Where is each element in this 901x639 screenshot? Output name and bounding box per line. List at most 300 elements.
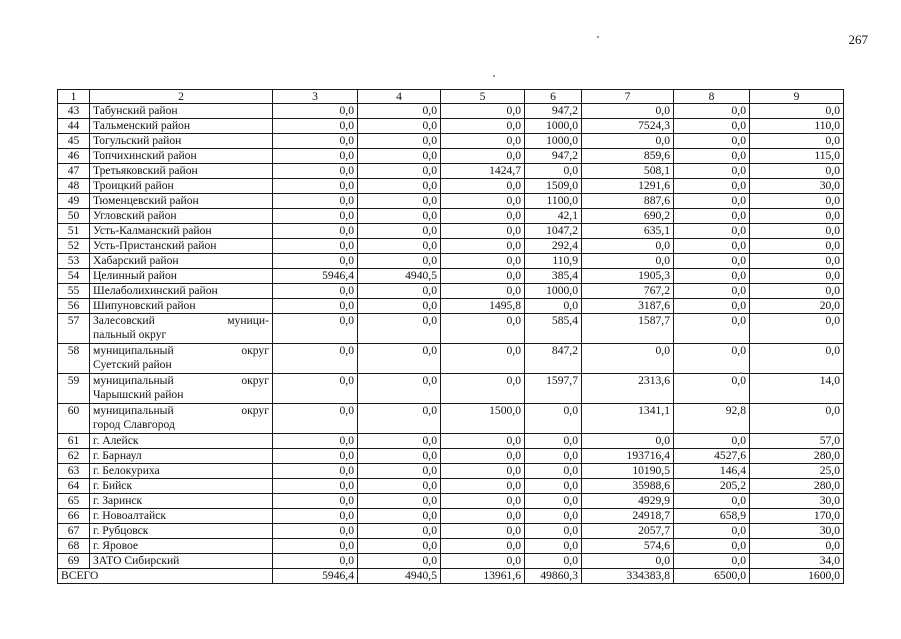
district-name-part: округ: [241, 374, 269, 387]
value-cell: 0,0: [441, 509, 525, 524]
district-name: г. Барнаул: [90, 449, 273, 464]
value-cell: 0,0: [273, 104, 358, 119]
value-cell: 110,9: [525, 254, 582, 269]
value-cell: 57,0: [750, 434, 844, 449]
table-row: [58, 554, 844, 569]
value-cell: 0,0: [525, 299, 582, 314]
value-cell: 0,0: [441, 314, 525, 344]
table-row: [58, 284, 844, 299]
row-number: 55: [58, 284, 90, 299]
value-cell: 0,0: [674, 239, 750, 254]
value-cell: 30,0: [750, 494, 844, 509]
row-number: 43: [58, 104, 90, 119]
value-cell: 0,0: [358, 254, 441, 269]
value-cell: 0,0: [674, 224, 750, 239]
value-cell: 1291,6: [582, 179, 674, 194]
table-row: [58, 269, 844, 284]
value-cell: 635,1: [582, 224, 674, 239]
total-value: 4940,5: [358, 569, 441, 584]
row-number: 64: [58, 479, 90, 494]
value-cell: 0,0: [441, 194, 525, 209]
value-cell: 0,0: [273, 479, 358, 494]
row-number: 62: [58, 449, 90, 464]
total-row: [58, 569, 844, 584]
table-row: [58, 539, 844, 554]
district-name: г. Новоалтайск: [90, 509, 273, 524]
table-row: [58, 374, 844, 404]
value-cell: 0,0: [358, 494, 441, 509]
value-cell: 0,0: [582, 344, 674, 374]
value-cell: 0,0: [358, 434, 441, 449]
value-cell: 767,2: [582, 284, 674, 299]
table-row: [58, 134, 844, 149]
value-cell: 0,0: [358, 404, 441, 434]
total-value: 6500,0: [674, 569, 750, 584]
value-cell: 0,0: [674, 299, 750, 314]
column-number: 1: [58, 90, 90, 104]
value-cell: 0,0: [358, 104, 441, 119]
value-cell: 0,0: [674, 554, 750, 569]
table-row: [58, 344, 844, 374]
value-cell: 0,0: [582, 134, 674, 149]
value-cell: 0,0: [441, 254, 525, 269]
row-number: 58: [58, 344, 90, 374]
value-cell: 0,0: [582, 239, 674, 254]
value-cell: 0,0: [674, 344, 750, 374]
table-row: [58, 299, 844, 314]
value-cell: 0,0: [273, 134, 358, 149]
value-cell: 1587,7: [582, 314, 674, 344]
table-row: [58, 149, 844, 164]
value-cell: 110,0: [750, 119, 844, 134]
value-cell: 35988,6: [582, 479, 674, 494]
value-cell: 0,0: [674, 164, 750, 179]
value-cell: 92,8: [674, 404, 750, 434]
value-cell: 292,4: [525, 239, 582, 254]
value-cell: 0,0: [750, 254, 844, 269]
value-cell: 0,0: [441, 449, 525, 464]
total-value: 13961,6: [441, 569, 525, 584]
value-cell: 1047,2: [525, 224, 582, 239]
district-name: Троицкий район: [90, 179, 273, 194]
district-name: Усть-Калманский район: [90, 224, 273, 239]
value-cell: 0,0: [358, 464, 441, 479]
district-name: г. Рубцовск: [90, 524, 273, 539]
value-cell: 0,0: [582, 554, 674, 569]
value-cell: 0,0: [273, 539, 358, 554]
value-cell: 0,0: [358, 344, 441, 374]
value-cell: 0,0: [441, 284, 525, 299]
value-cell: 0,0: [273, 404, 358, 434]
value-cell: 0,0: [273, 434, 358, 449]
value-cell: 1495,8: [441, 299, 525, 314]
value-cell: 205,2: [674, 479, 750, 494]
value-cell: 0,0: [674, 494, 750, 509]
value-cell: 0,0: [358, 479, 441, 494]
district-name: Шелаболихинский район: [90, 284, 273, 299]
value-cell: 193716,4: [582, 449, 674, 464]
value-cell: 508,1: [582, 164, 674, 179]
value-cell: 14,0: [750, 374, 844, 404]
value-cell: 0,0: [582, 434, 674, 449]
value-cell: 0,0: [358, 149, 441, 164]
value-cell: 0,0: [441, 374, 525, 404]
row-number: 67: [58, 524, 90, 539]
table-row: [58, 119, 844, 134]
district-name-line2: Суетский район: [93, 358, 172, 371]
row-number: 66: [58, 509, 90, 524]
value-cell: 0,0: [674, 254, 750, 269]
value-cell: 0,0: [273, 224, 358, 239]
table-row: [58, 164, 844, 179]
column-number: 6: [525, 90, 582, 104]
value-cell: 0,0: [441, 104, 525, 119]
value-cell: 0,0: [441, 209, 525, 224]
value-cell: 0,0: [441, 149, 525, 164]
value-cell: 0,0: [358, 299, 441, 314]
value-cell: 3187,6: [582, 299, 674, 314]
value-cell: 0,0: [273, 299, 358, 314]
value-cell: 0,0: [674, 374, 750, 404]
district-name-line1: [93, 344, 269, 358]
value-cell: 0,0: [358, 449, 441, 464]
value-cell: 0,0: [750, 404, 844, 434]
value-cell: 0,0: [441, 539, 525, 554]
district-name-line1: [93, 314, 269, 328]
value-cell: 280,0: [750, 449, 844, 464]
value-cell: 30,0: [750, 524, 844, 539]
value-cell: 847,2: [525, 344, 582, 374]
district-name: ЗАТО Сибирский: [90, 554, 273, 569]
value-cell: 0,0: [674, 119, 750, 134]
table-row: [58, 254, 844, 269]
value-cell: 0,0: [273, 179, 358, 194]
district-name: г. Белокуриха: [90, 464, 273, 479]
district-name-line2: город Славгород: [93, 418, 175, 431]
district-name: Шипуновский район: [90, 299, 273, 314]
value-cell: 25,0: [750, 464, 844, 479]
value-cell: 1500,0: [441, 404, 525, 434]
value-cell: 1509,0: [525, 179, 582, 194]
value-cell: 4929,9: [582, 494, 674, 509]
table-row: [58, 509, 844, 524]
value-cell: 0,0: [358, 314, 441, 344]
column-number: 4: [358, 90, 441, 104]
row-number: 50: [58, 209, 90, 224]
column-number: 3: [273, 90, 358, 104]
value-cell: 0,0: [441, 119, 525, 134]
value-cell: 947,2: [525, 104, 582, 119]
row-number: 53: [58, 254, 90, 269]
table-row: [58, 314, 844, 344]
value-cell: 42,1: [525, 209, 582, 224]
value-cell: 4940,5: [358, 269, 441, 284]
value-cell: 1000,0: [525, 119, 582, 134]
value-cell: 280,0: [750, 479, 844, 494]
value-cell: 0,0: [273, 209, 358, 224]
value-cell: 1424,7: [441, 164, 525, 179]
value-cell: 0,0: [273, 254, 358, 269]
district-name: [90, 344, 273, 374]
district-name-line2: пальный округ: [93, 328, 167, 341]
value-cell: 0,0: [358, 239, 441, 254]
district-name-line2: Чарышский район: [93, 388, 184, 401]
value-cell: 0,0: [674, 104, 750, 119]
value-cell: 0,0: [525, 464, 582, 479]
value-cell: 0,0: [441, 269, 525, 284]
value-cell: 0,0: [750, 164, 844, 179]
value-cell: 1597,7: [525, 374, 582, 404]
district-name: Целинный район: [90, 269, 273, 284]
row-number: 69: [58, 554, 90, 569]
value-cell: 0,0: [273, 509, 358, 524]
district-name: Топчихинский район: [90, 149, 273, 164]
district-name-line1: [93, 374, 269, 388]
scan-speck: [597, 36, 599, 38]
row-number: 57: [58, 314, 90, 344]
row-number: 56: [58, 299, 90, 314]
value-cell: 0,0: [525, 434, 582, 449]
table-row: [58, 524, 844, 539]
value-cell: 0,0: [273, 494, 358, 509]
value-cell: 0,0: [525, 449, 582, 464]
value-cell: 146,4: [674, 464, 750, 479]
value-cell: 0,0: [273, 374, 358, 404]
value-cell: 0,0: [441, 464, 525, 479]
value-cell: 0,0: [674, 434, 750, 449]
value-cell: 0,0: [674, 269, 750, 284]
row-number: 48: [58, 179, 90, 194]
district-name: г. Заринск: [90, 494, 273, 509]
value-cell: 0,0: [273, 149, 358, 164]
value-cell: 1000,0: [525, 134, 582, 149]
district-name-part: муниципальный: [93, 404, 174, 417]
value-cell: 658,9: [674, 509, 750, 524]
row-number: 63: [58, 464, 90, 479]
value-cell: 0,0: [750, 269, 844, 284]
value-cell: 0,0: [525, 494, 582, 509]
value-cell: 574,6: [582, 539, 674, 554]
value-cell: 1100,0: [525, 194, 582, 209]
row-number: 54: [58, 269, 90, 284]
column-number-row: [58, 90, 844, 104]
row-number: 68: [58, 539, 90, 554]
page-number: 267: [848, 32, 868, 47]
district-name: [90, 314, 273, 344]
table-row: [58, 104, 844, 119]
value-cell: 170,0: [750, 509, 844, 524]
scan-speck: [740, 372, 742, 374]
value-cell: 887,6: [582, 194, 674, 209]
table-row: [58, 464, 844, 479]
district-name: [90, 374, 273, 404]
value-cell: 0,0: [582, 104, 674, 119]
district-name: Угловский район: [90, 209, 273, 224]
value-cell: 0,0: [358, 539, 441, 554]
scan-speck: [493, 75, 495, 77]
budget-table: [57, 89, 844, 584]
district-name-part: округ: [241, 404, 269, 417]
value-cell: 0,0: [358, 224, 441, 239]
value-cell: 0,0: [674, 134, 750, 149]
value-cell: 0,0: [674, 149, 750, 164]
district-name-line1: [93, 404, 269, 418]
row-number: 52: [58, 239, 90, 254]
total-value: 334383,8: [582, 569, 674, 584]
value-cell: 0,0: [674, 179, 750, 194]
value-cell: 0,0: [674, 209, 750, 224]
value-cell: 0,0: [750, 224, 844, 239]
value-cell: 0,0: [441, 434, 525, 449]
district-name: Тогульский район: [90, 134, 273, 149]
value-cell: 0,0: [358, 509, 441, 524]
value-cell: 0,0: [441, 479, 525, 494]
value-cell: 0,0: [750, 194, 844, 209]
value-cell: 20,0: [750, 299, 844, 314]
value-cell: 0,0: [358, 554, 441, 569]
value-cell: 0,0: [441, 239, 525, 254]
district-name-part: округ: [241, 344, 269, 357]
value-cell: 0,0: [273, 164, 358, 179]
district-name: Тальменский район: [90, 119, 273, 134]
value-cell: 0,0: [674, 524, 750, 539]
value-cell: 0,0: [750, 284, 844, 299]
value-cell: 0,0: [273, 449, 358, 464]
row-number: 47: [58, 164, 90, 179]
value-cell: 0,0: [358, 134, 441, 149]
value-cell: 0,0: [441, 554, 525, 569]
value-cell: 0,0: [441, 494, 525, 509]
value-cell: 0,0: [358, 209, 441, 224]
district-name: Третьяковский район: [90, 164, 273, 179]
district-name: Хабарский район: [90, 254, 273, 269]
value-cell: 0,0: [525, 164, 582, 179]
value-cell: 690,2: [582, 209, 674, 224]
value-cell: 0,0: [750, 104, 844, 119]
value-cell: 0,0: [525, 479, 582, 494]
value-cell: 24918,7: [582, 509, 674, 524]
value-cell: 1905,3: [582, 269, 674, 284]
row-number: 51: [58, 224, 90, 239]
value-cell: 0,0: [674, 314, 750, 344]
value-cell: 0,0: [441, 179, 525, 194]
value-cell: 0,0: [525, 554, 582, 569]
value-cell: 0,0: [273, 119, 358, 134]
value-cell: 0,0: [441, 524, 525, 539]
column-number: 7: [582, 90, 674, 104]
value-cell: 0,0: [525, 509, 582, 524]
value-cell: 0,0: [273, 194, 358, 209]
value-cell: 0,0: [358, 164, 441, 179]
district-name-part: муниципальный: [93, 374, 174, 387]
value-cell: 0,0: [358, 119, 441, 134]
value-cell: 0,0: [750, 239, 844, 254]
district-name: Тюменцевский район: [90, 194, 273, 209]
value-cell: 0,0: [674, 194, 750, 209]
value-cell: 0,0: [750, 344, 844, 374]
district-name: г. Бийск: [90, 479, 273, 494]
total-value: 5946,4: [273, 569, 358, 584]
value-cell: 0,0: [273, 464, 358, 479]
table-row: [58, 239, 844, 254]
district-name: г. Яровое: [90, 539, 273, 554]
value-cell: 859,6: [582, 149, 674, 164]
value-cell: 0,0: [750, 539, 844, 554]
value-cell: 0,0: [273, 239, 358, 254]
row-number: 65: [58, 494, 90, 509]
value-cell: 0,0: [441, 134, 525, 149]
value-cell: 585,4: [525, 314, 582, 344]
value-cell: 0,0: [358, 524, 441, 539]
district-name: Усть-Пристанский район: [90, 239, 273, 254]
column-number: 8: [674, 90, 750, 104]
district-name: [90, 404, 273, 434]
value-cell: 1000,0: [525, 284, 582, 299]
value-cell: 115,0: [750, 149, 844, 164]
table-row: [58, 404, 844, 434]
value-cell: 34,0: [750, 554, 844, 569]
table-row: [58, 194, 844, 209]
value-cell: 0,0: [273, 314, 358, 344]
value-cell: 0,0: [750, 314, 844, 344]
value-cell: 0,0: [525, 404, 582, 434]
value-cell: 5946,4: [273, 269, 358, 284]
district-name-part: Залесовский: [93, 314, 155, 327]
value-cell: 0,0: [525, 539, 582, 554]
value-cell: 0,0: [582, 254, 674, 269]
value-cell: 947,2: [525, 149, 582, 164]
row-number: 45: [58, 134, 90, 149]
value-cell: 0,0: [358, 194, 441, 209]
column-number: 9: [750, 90, 844, 104]
value-cell: 0,0: [273, 344, 358, 374]
row-number: 60: [58, 404, 90, 434]
value-cell: 0,0: [441, 224, 525, 239]
table-row: [58, 179, 844, 194]
district-name-part: муници-: [227, 314, 269, 327]
table-row: [58, 494, 844, 509]
value-cell: 0,0: [750, 134, 844, 149]
value-cell: 4527,6: [674, 449, 750, 464]
table-row: [58, 224, 844, 239]
row-number: 44: [58, 119, 90, 134]
value-cell: 0,0: [674, 284, 750, 299]
value-cell: 0,0: [674, 539, 750, 554]
value-cell: 2057,7: [582, 524, 674, 539]
value-cell: 30,0: [750, 179, 844, 194]
table-body: [58, 90, 844, 569]
value-cell: 1341,1: [582, 404, 674, 434]
value-cell: 0,0: [273, 554, 358, 569]
value-cell: 0,0: [273, 524, 358, 539]
value-cell: 0,0: [441, 344, 525, 374]
value-cell: 0,0: [358, 284, 441, 299]
row-number: 49: [58, 194, 90, 209]
value-cell: 0,0: [525, 524, 582, 539]
table-row: [58, 209, 844, 224]
value-cell: 10190,5: [582, 464, 674, 479]
value-cell: 385,4: [525, 269, 582, 284]
value-cell: 0,0: [358, 374, 441, 404]
value-cell: 2313,6: [582, 374, 674, 404]
district-name: Табунский район: [90, 104, 273, 119]
total-value: 49860,3: [525, 569, 582, 584]
table-row: [58, 449, 844, 464]
total-label: ВСЕГО: [58, 569, 273, 584]
row-number: 59: [58, 374, 90, 404]
row-number: 46: [58, 149, 90, 164]
table-row: [58, 479, 844, 494]
